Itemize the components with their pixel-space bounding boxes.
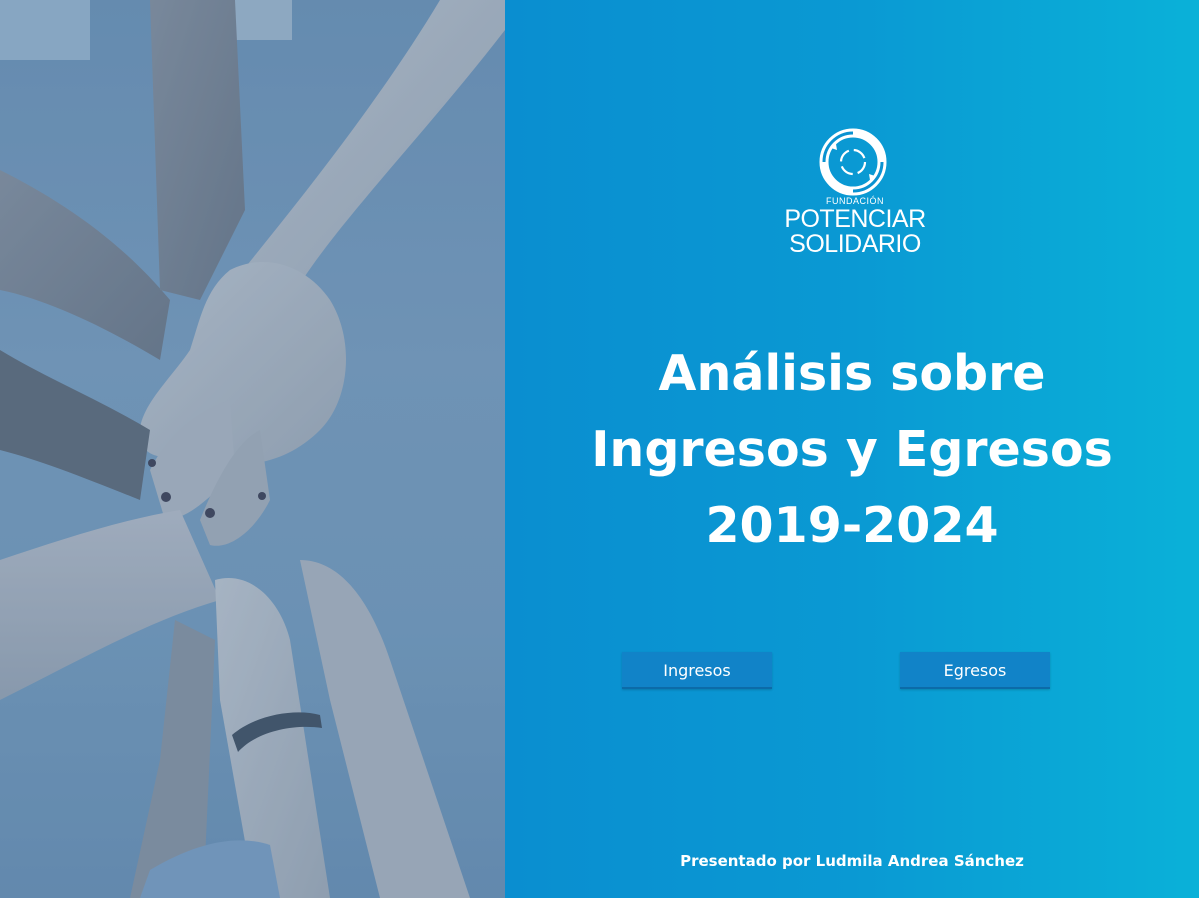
logo-circular-arrows-icon [817, 126, 889, 198]
logo-line-1: POTENCIAR [784, 205, 926, 233]
presenter-credit: Presentado por Ludmila Andrea Sánchez [680, 852, 1024, 870]
logo-line-2: SOLIDARIO [789, 230, 921, 258]
hands-illustration [0, 0, 505, 898]
egresos-button[interactable]: Egresos [900, 652, 1050, 689]
title-line-2: Ingresos y Egresos [591, 421, 1113, 478]
logo-foundation-label: FUNDACIÓN [826, 196, 884, 206]
team-hands-photo [0, 0, 505, 898]
page-title [505, 336, 1199, 564]
foundation-logo [765, 122, 945, 262]
ingresos-button[interactable]: Ingresos [622, 652, 772, 689]
content-panel [505, 0, 1199, 898]
title-line-1: Análisis sobre [658, 345, 1046, 402]
title-line-3: 2019-2024 [705, 497, 999, 554]
